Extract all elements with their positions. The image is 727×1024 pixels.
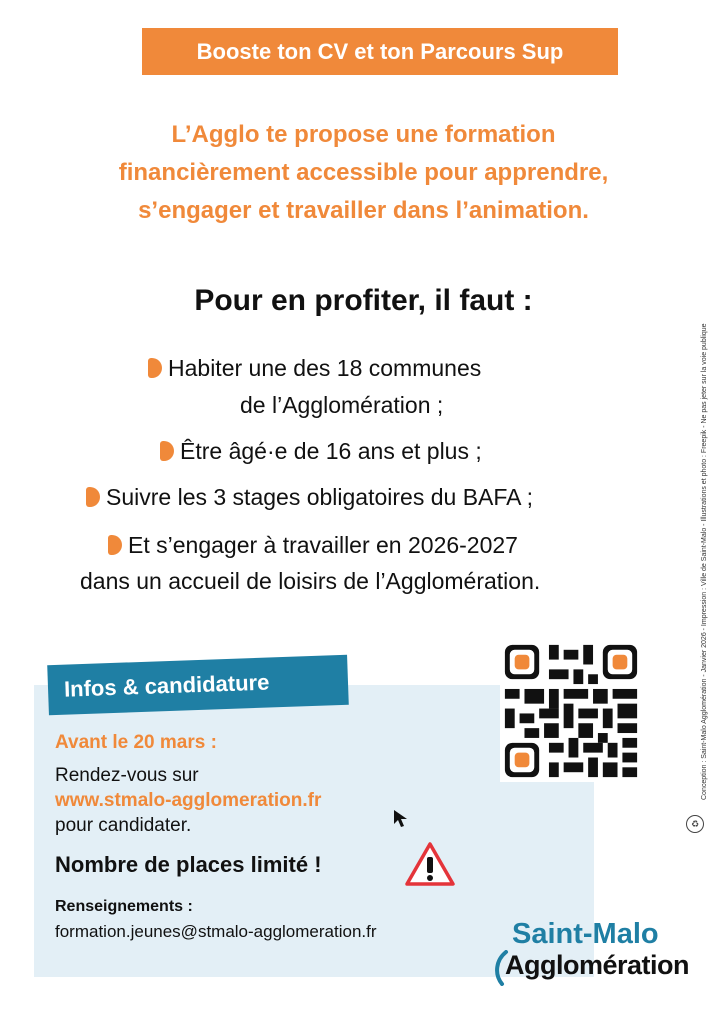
contact-label: Renseignements :: [55, 898, 193, 915]
condition-item: [148, 350, 481, 387]
rdv-text: pour candidater.: [55, 815, 192, 836]
contact-email[interactable]: formation.jeunes@stmalo-agglomeration.fr: [55, 922, 377, 941]
rdv-text: Rendez-vous sur: [55, 765, 199, 786]
condition-text-continued: dans un accueil de loisirs de l’Agglomération.: [80, 568, 541, 594]
mouse-pointer-icon: [392, 808, 414, 830]
intro-line: L’Agglo te propose une formation: [171, 121, 556, 148]
brand-logo-line1: Saint-Malo: [512, 918, 659, 950]
condition-item: [160, 433, 482, 470]
deadline: Avant le 20 mars :: [55, 732, 217, 753]
condition-item: [86, 479, 533, 516]
condition-text: Être âgé·e de 16 ans et plus ;: [180, 438, 482, 464]
qr-code-icon: [500, 640, 642, 782]
credit-sidebar: [695, 300, 707, 840]
orange-play-bullet-icon: [108, 535, 122, 555]
intro-line: financièrement accessible pour apprendre,: [118, 159, 609, 186]
condition-text: Suivre les 3 stages obligatoires du BAFA ;: [106, 484, 534, 510]
headline-banner: Booste ton CV et ton Parcours Sup: [142, 28, 618, 75]
orange-play-bullet-icon: [160, 441, 174, 461]
warning-triangle-icon: [404, 840, 456, 888]
conditions-title: Pour en profiter, il faut :: [194, 284, 533, 317]
credit-text: Conception : Saint-Malo Agglomération - Janvier 2026 - Impression : Ville de Saint-Malo - Illustrations et photo : Freepik - Ne pas jeter sur la voie publique: [701, 323, 708, 800]
limited-places: Nombre de places limité !: [55, 852, 322, 877]
condition-item: [108, 527, 518, 564]
recycle-icon: ♻: [686, 815, 704, 833]
orange-play-bullet-icon: [148, 358, 162, 378]
condition-text: Habiter une des 18 communes: [168, 355, 482, 381]
brand-logo-line2: Agglomération: [505, 950, 690, 980]
apply-instructions: [55, 763, 321, 838]
orange-play-bullet-icon: [86, 487, 100, 507]
info-tag: Infos & candidature: [47, 655, 349, 715]
intro-line: s’engager et travailler dans l’animation.: [138, 197, 589, 224]
intro-text: [40, 116, 687, 230]
condition-text: Et s’engager à travailler en 2026-2027: [128, 532, 518, 558]
condition-text-continued: de l’Agglomération ;: [240, 392, 444, 418]
website-link[interactable]: www.stmalo-agglomeration.fr: [55, 790, 322, 811]
